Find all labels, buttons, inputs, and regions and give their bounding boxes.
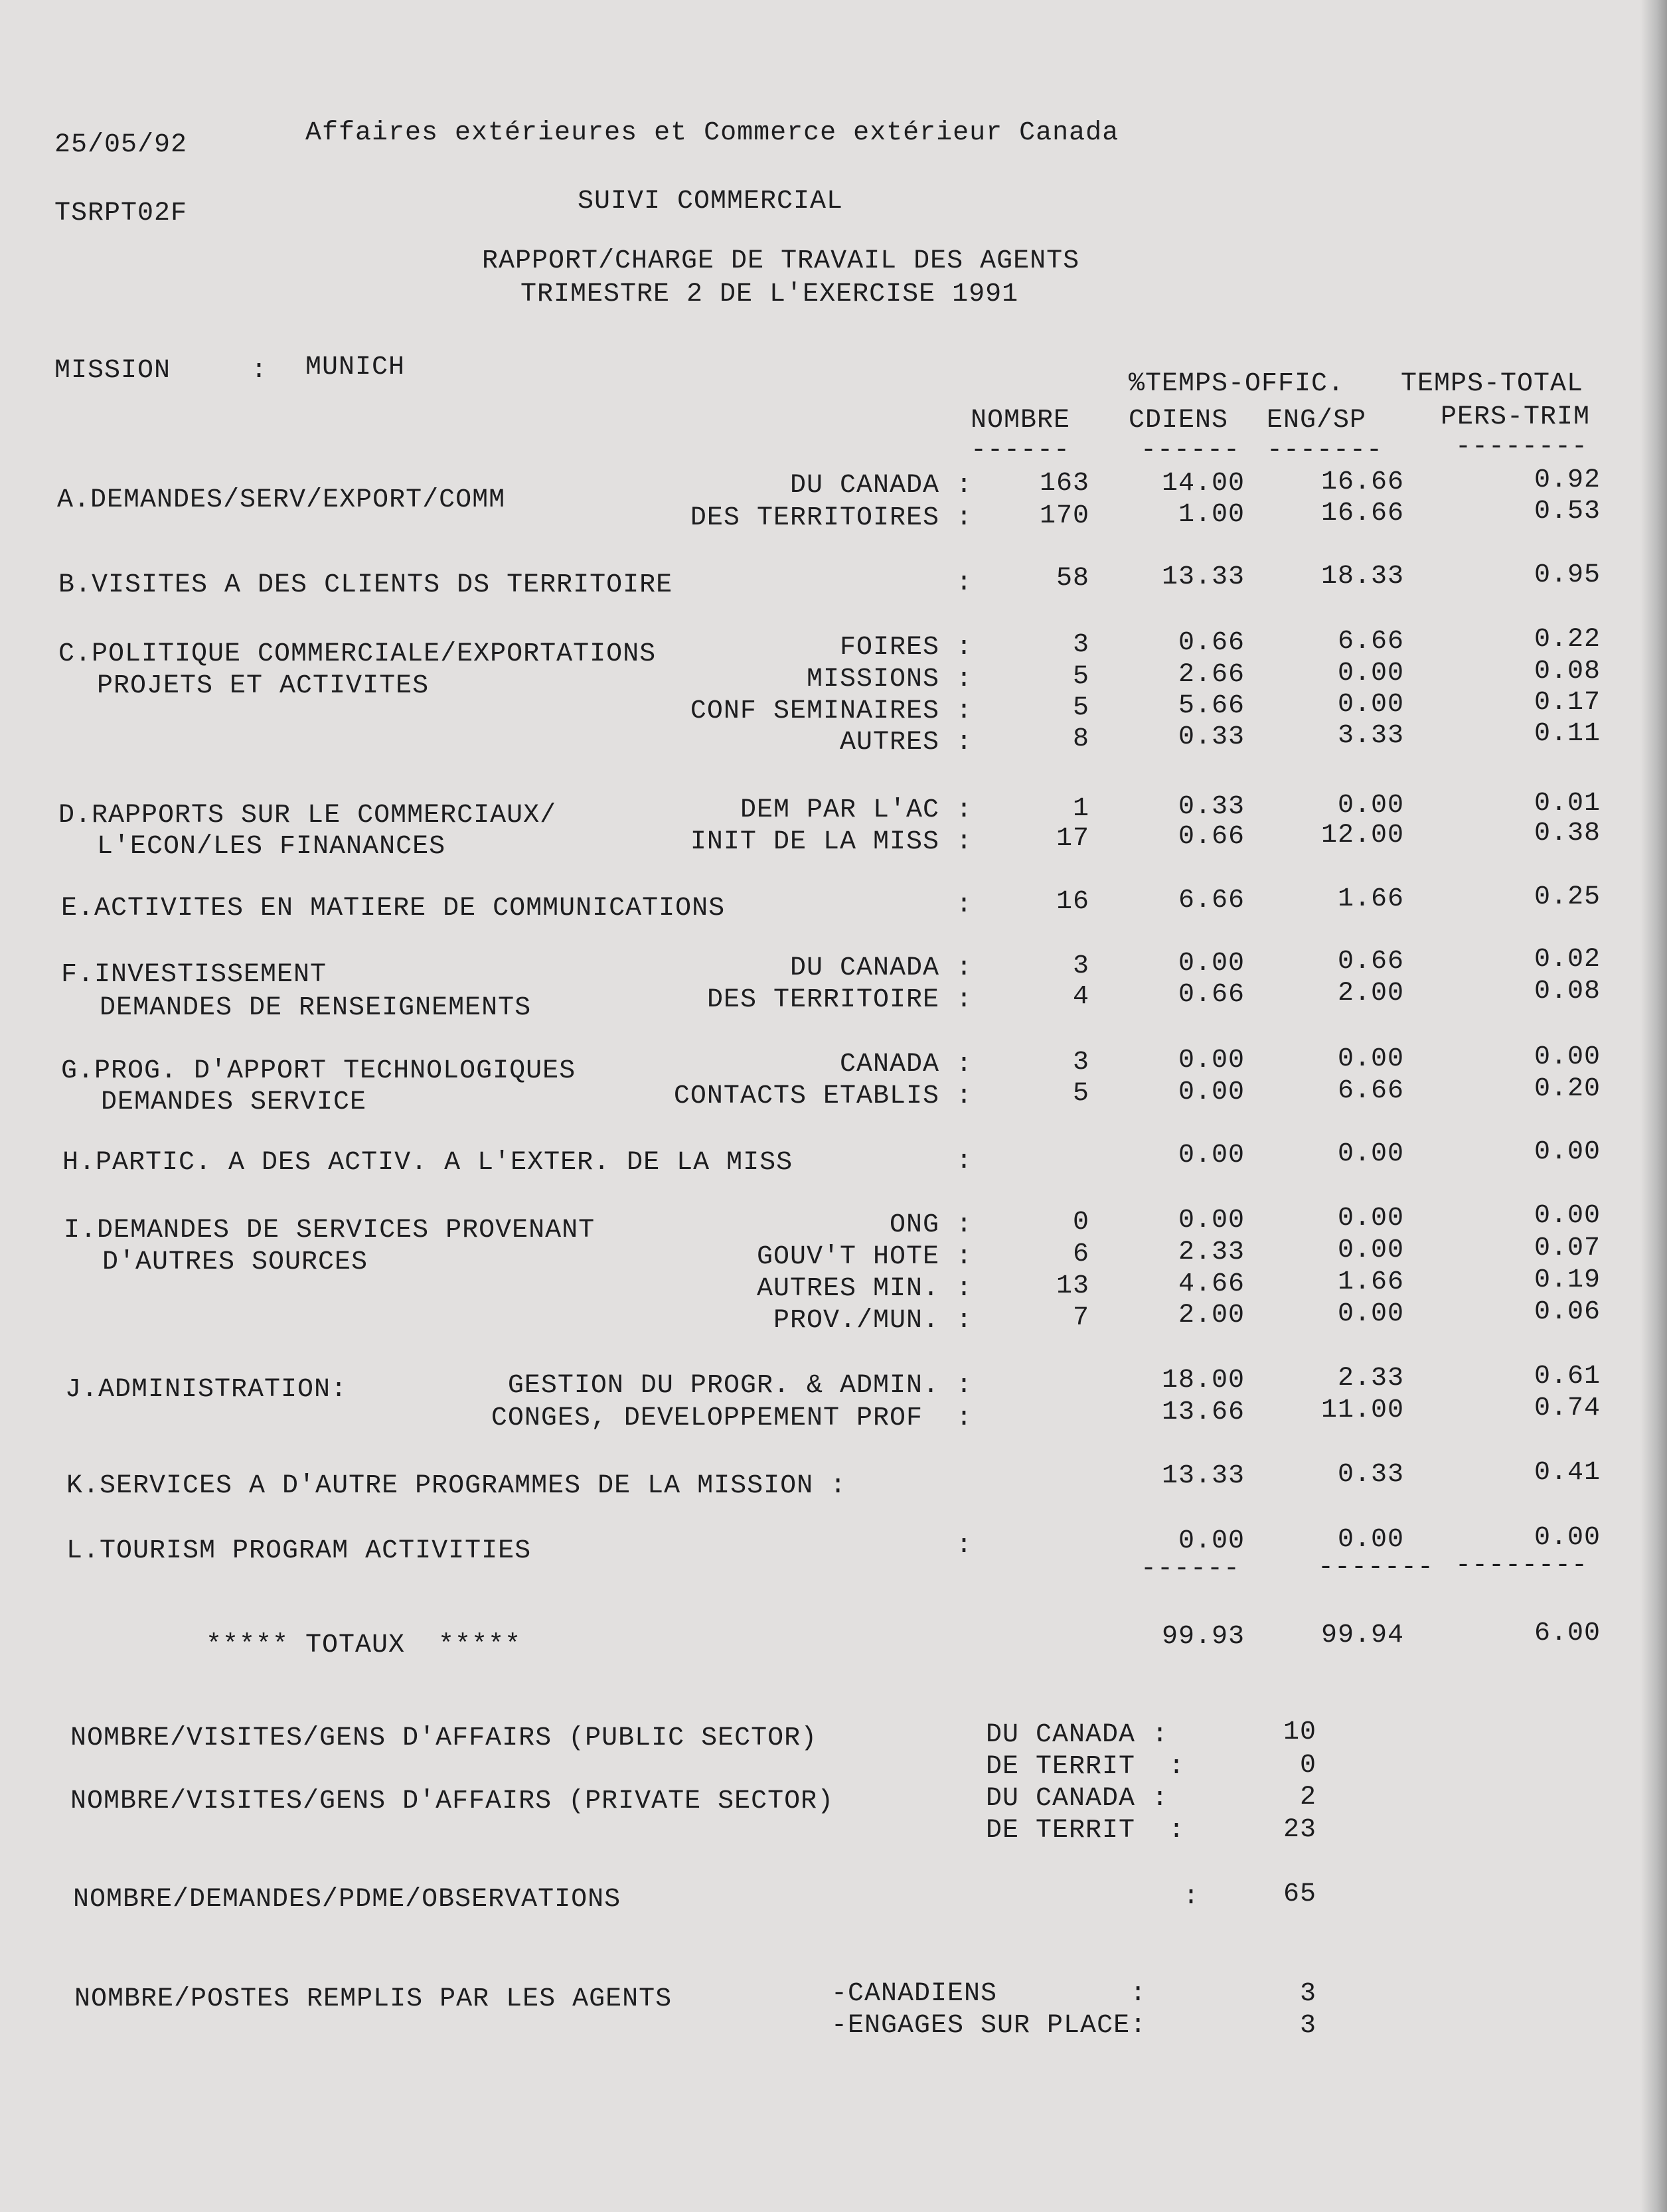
row-engsp: 12.00 — [1320, 821, 1404, 850]
row-cdiens: 0.00 — [1178, 1077, 1245, 1107]
section-e-label: E.ACTIVITES EN MATIERE DE COMMUNICATIONS — [61, 894, 726, 923]
dash-cdiens: ------ — [1141, 435, 1241, 465]
section-i-label: I.DEMANDES DE SERVICES PROVENANT — [64, 1216, 595, 1245]
row-engsp: 16.66 — [1320, 499, 1404, 528]
organization-name: Affaires extérieures et Commerce extérieur Canada — [305, 118, 1119, 148]
row-pers-trim: 0.02 — [1534, 945, 1601, 975]
total-dash-engsp: ------- — [1318, 1553, 1435, 1583]
row-engsp: 0.66 — [1337, 947, 1404, 977]
row-sub-label: CONTACTS ETABLIS : — [673, 1081, 973, 1111]
section-title: SUIVI COMMERCIAL — [578, 187, 844, 216]
row-nombre: 16 — [1056, 887, 1089, 917]
row-pers-trim: 0.92 — [1534, 465, 1601, 495]
row-engsp: 16.66 — [1320, 467, 1404, 497]
postes-label: NOMBRE/POSTES REMPLIS PAR LES AGENTS — [74, 1984, 673, 2014]
row-engsp: 1.66 — [1337, 884, 1404, 914]
row-nombre: 170 — [1039, 501, 1089, 531]
footer-sub-label: -ENGAGES SUR PLACE: — [831, 2011, 1147, 2041]
row-pers-trim: 0.11 — [1534, 719, 1601, 749]
pdme-label: NOMBRE/DEMANDES/PDME/OBSERVATIONS — [73, 1885, 621, 1915]
section-f-label-2: DEMANDES DE RENSEIGNEMENTS — [100, 993, 532, 1023]
footer-sub-label: -CANADIENS : — [831, 1979, 1147, 2009]
row-pers-trim: 0.17 — [1534, 688, 1601, 718]
section-g-label: G.PROG. D'APPORT TECHNOLOGIQUES — [61, 1056, 576, 1086]
row-pers-trim: 0.22 — [1534, 625, 1601, 655]
row-cdiens: 1.00 — [1178, 500, 1245, 530]
row-nombre: 8 — [1072, 724, 1089, 754]
row-engsp: 0.00 — [1337, 1139, 1404, 1169]
total-cdiens: 99.93 — [1161, 1622, 1245, 1652]
row-pers-trim: 0.41 — [1534, 1458, 1601, 1488]
section-j-label: J.ADMINISTRATION: — [65, 1375, 348, 1405]
row-engsp: 18.33 — [1320, 562, 1404, 592]
row-sub-label: CONGES, DEVELOPPEMENT PROF : — [491, 1403, 973, 1433]
row-engsp: 0.00 — [1337, 1299, 1404, 1329]
total-engsp: 99.94 — [1320, 1620, 1404, 1650]
row-sub-label: DES TERRITOIRE : — [706, 985, 973, 1015]
row-pers-trim: 0.25 — [1534, 882, 1601, 912]
row-engsp: 3.33 — [1337, 721, 1404, 751]
row-cdiens: 0.00 — [1178, 1206, 1245, 1235]
footer-value: 0 — [1299, 1751, 1316, 1780]
row-cdiens: 0.00 — [1178, 949, 1245, 979]
row-pers-trim: 0.20 — [1534, 1074, 1601, 1104]
dash-pers: -------- — [1455, 432, 1589, 462]
footer-sub-label: DU CANADA : — [986, 1784, 1169, 1814]
row-pers-trim: 0.07 — [1534, 1233, 1601, 1263]
row-engsp: 0.00 — [1337, 690, 1404, 720]
row-sub-label: FOIRES : — [839, 633, 973, 663]
row-nombre: 7 — [1072, 1303, 1089, 1333]
section-i-label-2: D'AUTRES SOURCES — [102, 1247, 368, 1277]
row-cdiens: 18.00 — [1161, 1366, 1245, 1395]
row-cdiens: 0.00 — [1178, 1141, 1245, 1170]
mission-sep: : — [251, 356, 268, 386]
section-k-label: K.SERVICES A D'AUTRE PROGRAMMES DE LA MISSION : — [66, 1471, 847, 1501]
row-nombre: 5 — [1072, 662, 1089, 692]
row-pers-trim: 0.06 — [1534, 1297, 1601, 1327]
section-h-label: H.PARTIC. A DES ACTIV. A L'EXTER. DE LA MISS — [62, 1148, 793, 1178]
section-b-label: B.VISITES A DES CLIENTS DS TERRITOIRE — [58, 570, 673, 600]
row-pers-trim: 0.00 — [1534, 1042, 1601, 1072]
row-nombre: 4 — [1072, 982, 1089, 1012]
row-nombre: 5 — [1072, 693, 1089, 723]
pdme-value: 65 — [1283, 1879, 1316, 1909]
row-nombre: 3 — [1072, 630, 1089, 660]
row-pers-trim: 0.38 — [1534, 819, 1601, 848]
row-engsp: 1.66 — [1337, 1267, 1404, 1297]
col-header-engsp: ENG/SP — [1267, 406, 1367, 435]
row-nombre: 1 — [1072, 794, 1089, 824]
row-cdiens: 5.66 — [1178, 691, 1245, 721]
row-engsp: 0.33 — [1337, 1460, 1404, 1490]
row-sub-label: DES TERRITOIRES : — [690, 503, 973, 533]
row-pers-trim: 0.01 — [1534, 789, 1601, 819]
col-header-temps-total: TEMPS-TOTAL — [1401, 369, 1584, 399]
row-cdiens: 2.00 — [1178, 1301, 1245, 1330]
section-l-label: L.TOURISM PROGRAM ACTIVITIES — [66, 1536, 532, 1566]
row-nombre: 13 — [1056, 1271, 1089, 1301]
section-c-label-2: PROJETS ET ACTIVITES — [97, 671, 430, 701]
row-pers-trim: 0.00 — [1534, 1137, 1601, 1167]
row-engsp: 0.00 — [1337, 791, 1404, 821]
footer-sub-label: DU CANADA : — [986, 1720, 1169, 1750]
row-sub-label: : — [955, 568, 973, 598]
row-pers-trim: 0.00 — [1534, 1523, 1601, 1553]
footer-value: 10 — [1283, 1717, 1316, 1747]
section-d-label-2: L'ECON/LES FINANANCES — [97, 832, 446, 862]
row-pers-trim: 0.08 — [1534, 657, 1601, 686]
row-pers-trim: 0.74 — [1534, 1393, 1601, 1423]
row-nombre: 3 — [1072, 1048, 1089, 1077]
row-cdiens: 13.33 — [1161, 1461, 1245, 1491]
footer-value: 3 — [1299, 2011, 1316, 2041]
row-engsp: 6.66 — [1337, 1076, 1404, 1106]
row-sub-label: PROV./MUN. : — [773, 1306, 973, 1336]
row-cdiens: 13.66 — [1161, 1397, 1245, 1427]
row-engsp: 0.00 — [1337, 1235, 1404, 1265]
report-title: RAPPORT/CHARGE DE TRAVAIL DES AGENTS — [482, 246, 1080, 276]
col-header-cdiens: CDIENS — [1129, 406, 1229, 435]
dash-engsp: ------- — [1267, 435, 1384, 465]
footer-value: 2 — [1299, 1782, 1316, 1812]
row-cdiens: 0.33 — [1178, 722, 1245, 752]
row-engsp: 0.00 — [1337, 659, 1404, 688]
row-pers-trim: 0.19 — [1534, 1265, 1601, 1295]
totals-label: ***** TOTAUX ***** — [206, 1630, 522, 1660]
row-sub-label: GOUV'T HOTE : — [756, 1242, 973, 1272]
row-sub-label: INIT DE LA MISS : — [690, 827, 973, 857]
row-sub-label: CONF SEMINAIRES : — [690, 696, 973, 726]
row-sub-label: CANADA : — [839, 1050, 973, 1079]
row-nombre: 163 — [1039, 469, 1089, 499]
private-sector-label: NOMBRE/VISITES/GENS D'AFFAIRS (PRIVATE SECTOR) — [70, 1786, 834, 1816]
row-engsp: 2.33 — [1337, 1364, 1404, 1393]
row-pers-trim: 0.08 — [1534, 977, 1601, 1006]
row-sub-label: : — [955, 1531, 973, 1561]
row-cdiens: 0.66 — [1178, 980, 1245, 1010]
row-engsp: 6.66 — [1337, 627, 1404, 657]
row-engsp: 2.00 — [1337, 979, 1404, 1008]
footer-sub-label: DE TERRIT : — [986, 1752, 1186, 1782]
row-sub-label: : — [955, 1146, 973, 1176]
row-engsp: 11.00 — [1320, 1395, 1404, 1425]
row-cdiens: 14.00 — [1161, 469, 1245, 499]
row-pers-trim: 0.95 — [1534, 560, 1601, 590]
row-engsp: 0.00 — [1337, 1525, 1404, 1555]
row-cdiens: 0.66 — [1178, 822, 1245, 852]
row-sub-label: MISSIONS : — [806, 665, 973, 694]
row-sub-label: DU CANADA : — [789, 471, 973, 501]
total-dash-pers: -------- — [1455, 1551, 1589, 1581]
report-code: TSRPT02F — [54, 198, 188, 228]
pdme-sep: : — [1183, 1882, 1200, 1912]
report-subtitle: TRIMESTRE 2 DE L'EXERCISE 1991 — [520, 279, 1019, 309]
row-cdiens: 4.66 — [1178, 1269, 1245, 1299]
row-pers-trim: 0.53 — [1534, 497, 1601, 526]
dash-nombre: ------ — [971, 435, 1071, 465]
col-header-pers-trim: PERS-TRIM — [1441, 402, 1591, 432]
footer-sub-label: DE TERRIT : — [986, 1816, 1186, 1846]
row-sub-label: DEM PAR L'AC : — [740, 795, 973, 825]
public-sector-label: NOMBRE/VISITES/GENS D'AFFAIRS (PUBLIC SECTOR) — [70, 1723, 818, 1753]
row-nombre: 0 — [1072, 1208, 1089, 1237]
row-pers-trim: 0.61 — [1534, 1362, 1601, 1391]
section-c-label: C.POLITIQUE COMMERCIALE/EXPORTATIONS — [58, 639, 657, 669]
report-date: 25/05/92 — [54, 130, 188, 160]
row-cdiens: 0.00 — [1178, 1046, 1245, 1075]
col-header-nombre: NOMBRE — [971, 406, 1071, 435]
total-pers-trim: 6.00 — [1534, 1619, 1601, 1648]
section-a-label: A.DEMANDES/SERV/EXPORT/COMM — [57, 485, 506, 515]
total-dash-cdiens: ------ — [1141, 1554, 1241, 1584]
row-sub-label: DU CANADA : — [789, 953, 973, 983]
row-cdiens: 0.66 — [1178, 628, 1245, 658]
footer-value: 23 — [1283, 1815, 1316, 1845]
row-cdiens: 13.33 — [1161, 562, 1245, 592]
row-nombre: 58 — [1056, 564, 1089, 593]
mission-label: MISSION — [54, 356, 171, 386]
row-nombre: 17 — [1056, 824, 1089, 854]
row-sub-label: ONG : — [889, 1210, 973, 1240]
row-cdiens: 2.33 — [1178, 1237, 1245, 1267]
row-sub-label: AUTRES MIN. : — [756, 1274, 973, 1304]
mission-value: MUNICH — [305, 353, 406, 382]
row-engsp: 0.00 — [1337, 1044, 1404, 1074]
col-header-temps-offic: %TEMPS-OFFIC. — [1129, 369, 1345, 399]
row-nombre: 5 — [1072, 1079, 1089, 1109]
row-sub-label: GESTION DU PROGR. & ADMIN. : — [507, 1371, 973, 1401]
row-nombre: 6 — [1072, 1239, 1089, 1269]
row-cdiens: 2.66 — [1178, 660, 1245, 690]
section-f-label: F.INVESTISSEMENT — [61, 960, 327, 990]
row-pers-trim: 0.00 — [1534, 1201, 1601, 1231]
row-nombre: 3 — [1072, 951, 1089, 981]
section-d-label: D.RAPPORTS SUR LE COMMERCIAUX/ — [58, 801, 557, 830]
footer-value: 3 — [1299, 1979, 1316, 2009]
scan-edge — [1640, 0, 1667, 2212]
section-g-label-2: DEMANDES SERVICE — [101, 1087, 367, 1117]
row-cdiens: 0.00 — [1178, 1526, 1245, 1556]
row-cdiens: 0.33 — [1178, 792, 1245, 822]
row-cdiens: 6.66 — [1178, 886, 1245, 915]
row-engsp: 0.00 — [1337, 1204, 1404, 1233]
row-sub-label: : — [955, 890, 973, 920]
row-sub-label: AUTRES : — [839, 728, 973, 757]
